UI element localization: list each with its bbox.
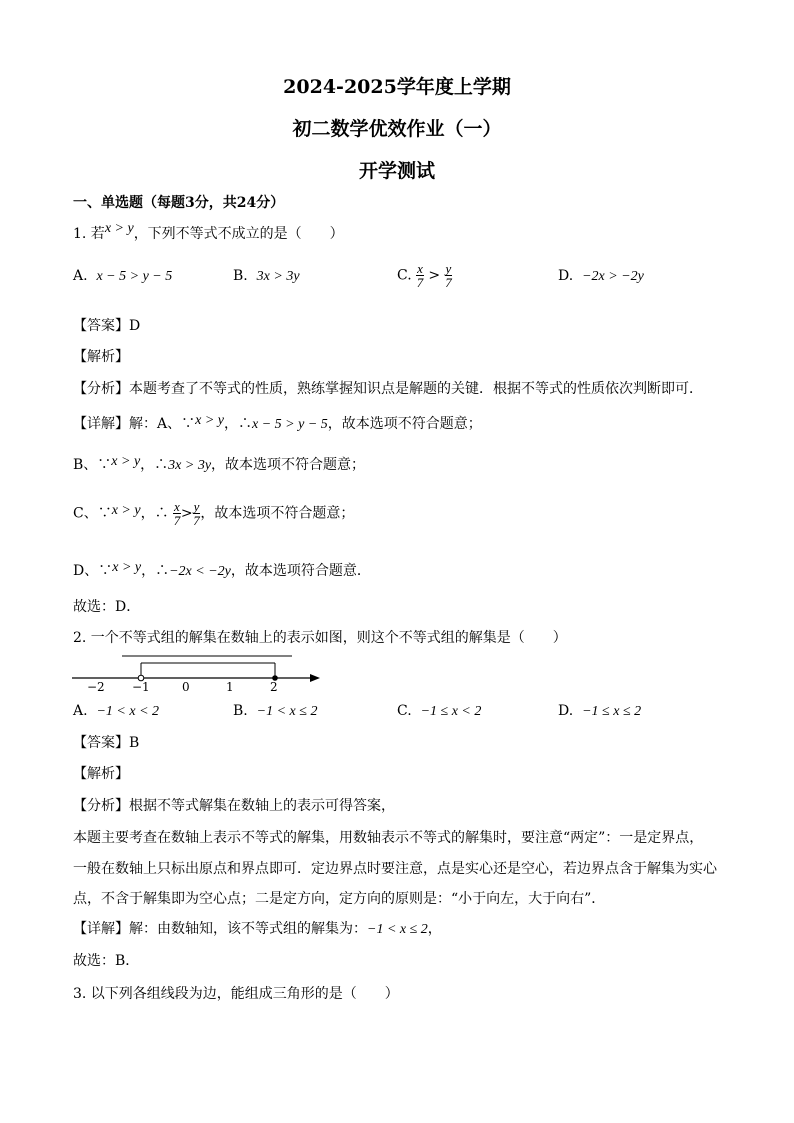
axis-tick-label: −2 <box>87 680 105 694</box>
detail-therefore: ，∴ <box>140 505 169 522</box>
q1-stem-prefix: 1. 若 <box>73 226 105 242</box>
q2-paragraph: 本题主要考查在数轴上表示不等式的解集，用数轴表示不等式的解集时，要注意“两定”：一是定界点， <box>73 830 704 846</box>
option-label: D. <box>558 268 574 284</box>
detail-cond: x > y <box>111 502 141 518</box>
frac-numerator: y <box>193 499 200 514</box>
q1-detail-d <box>73 561 371 582</box>
q2-option-c <box>397 703 481 720</box>
q1-option-d <box>558 268 644 285</box>
axis-tick-label: −1 <box>132 680 150 694</box>
detail-cond: x > y <box>111 454 141 469</box>
detail-prefix: 【详解】解：由数轴知，该不等式组的解集为： <box>73 921 367 937</box>
q2-analysis-label: 【解析】 <box>73 766 129 782</box>
q1-stem-suffix: ，下列不等式不成立的是（ ） <box>133 226 344 242</box>
page-subtitle-2: 开学测试 <box>358 160 435 182</box>
q2-paragraph: 点，不含于解集即为空心点；二是定方向，定方向的原则是：“小于向左，大于向右”． <box>73 891 606 907</box>
option-label: B. <box>233 268 248 284</box>
q2-option-b <box>233 703 317 720</box>
q1-analysis-label: 【解析】 <box>73 349 129 365</box>
frac-numerator: x <box>417 261 423 276</box>
q2-option-a <box>73 703 159 720</box>
option-label: C. <box>397 267 412 284</box>
option-label: D. <box>558 703 574 719</box>
detail-prefix: C、∵ <box>73 505 112 522</box>
detail-cond: x > y <box>195 413 224 428</box>
detail-therefore: ，∴ <box>224 416 252 432</box>
page-title: 2024-2025学年度上学期 <box>283 76 511 98</box>
detail-result: −2x < −2y <box>169 564 231 579</box>
q2-fenxi: 【分析】根据不等式解集在数轴上的表示可得答案， <box>73 798 395 814</box>
detail-prefix: D、∵ <box>73 563 113 579</box>
option-label: C. <box>397 703 412 719</box>
detail-result: x − 5 > y − 5 <box>252 417 328 432</box>
detail-therefore: ，∴ <box>140 457 169 473</box>
q1-fenxi: 【分析】本题考查了不等式的性质，熟练掌握知识点是解题的关键．根据不等式的性质依次判断即可． <box>73 381 703 397</box>
axis-arrow-icon <box>310 674 320 682</box>
q2-option-d <box>558 703 641 720</box>
q2-stem: 2. 一个不等式组的解集在数轴上的表示如图，则这个不等式组的解集是（ ） <box>73 630 567 646</box>
number-line-figure <box>70 648 330 696</box>
option-expr: −1 ≤ x < 2 <box>420 704 482 719</box>
detail-end: ，故本选项不符合题意； <box>200 505 355 522</box>
detail-end: ， <box>427 921 442 937</box>
q1-answer: 【答案】D <box>73 318 141 334</box>
option-label: B. <box>233 703 248 719</box>
q1-option-c <box>397 262 452 289</box>
q2-paragraph: 一般在数轴上只标出原点和界点即可．定边界点时要注意，点是实心还是空心，若边界点含于解集为实心 <box>73 861 717 877</box>
frac-numerator: y <box>445 261 452 276</box>
q1-option-b <box>233 268 300 285</box>
option-expr: x − 5 > y − 5 <box>96 269 173 284</box>
q1-detail-b <box>73 455 365 476</box>
detail-end: ，故本选项符合题意． <box>230 563 371 579</box>
option-expr: −1 < x ≤ 2 <box>256 704 318 719</box>
frac-denominator: 7 <box>445 275 452 290</box>
frac-denominator: 7 <box>416 275 424 290</box>
detail-end: ，故本选项不符合题意； <box>327 416 482 432</box>
option-expr: 3x > 3y <box>256 269 300 284</box>
frac-numerator: x <box>174 499 180 514</box>
detail-therefore: ，∴ <box>141 563 170 579</box>
frac-denominator: 7 <box>173 513 181 528</box>
detail-end: ，故本选项不符合题意； <box>211 457 366 473</box>
detail-result: 3x > 3y <box>168 458 212 473</box>
axis-tick-label: 2 <box>270 680 278 694</box>
frac-denominator: 7 <box>193 513 200 528</box>
option-label: A. <box>73 268 88 284</box>
option-op: > <box>428 267 441 284</box>
option-expr: −2x > −2y <box>582 269 644 284</box>
q1-stem-cond: x > y <box>104 221 134 236</box>
option-label: A. <box>73 703 88 719</box>
q1-option-a <box>73 268 172 285</box>
detail-prefix: 【详解】解：A、∵ <box>73 416 196 432</box>
q1-choose: 故选：D． <box>73 599 141 615</box>
q1-detail-a <box>73 414 482 435</box>
axis-tick-label: 0 <box>182 680 190 694</box>
detail-op: > <box>180 505 193 522</box>
detail-result: −1 < x ≤ 2 <box>367 922 428 937</box>
q3-stem: 3. 以下列各组线段为边，能组成三角形的是（ ） <box>73 986 399 1002</box>
page-subtitle: 初二数学优效作业（一） <box>292 118 502 140</box>
detail-cond: x > y <box>112 560 142 575</box>
q1-stem <box>73 221 344 245</box>
axis-tick-label: 1 <box>226 680 234 694</box>
q2-answer: 【答案】B <box>73 735 140 751</box>
q2-choose: 故选：B． <box>73 953 140 969</box>
option-expr: −1 ≤ x ≤ 2 <box>582 704 642 719</box>
section-heading: 一、单选题（每题3分，共24分） <box>73 195 285 211</box>
q1-detail-c <box>73 500 354 527</box>
option-expr: −1 < x < 2 <box>96 704 160 719</box>
q2-detail <box>73 919 442 940</box>
detail-prefix: B、∵ <box>73 457 112 473</box>
